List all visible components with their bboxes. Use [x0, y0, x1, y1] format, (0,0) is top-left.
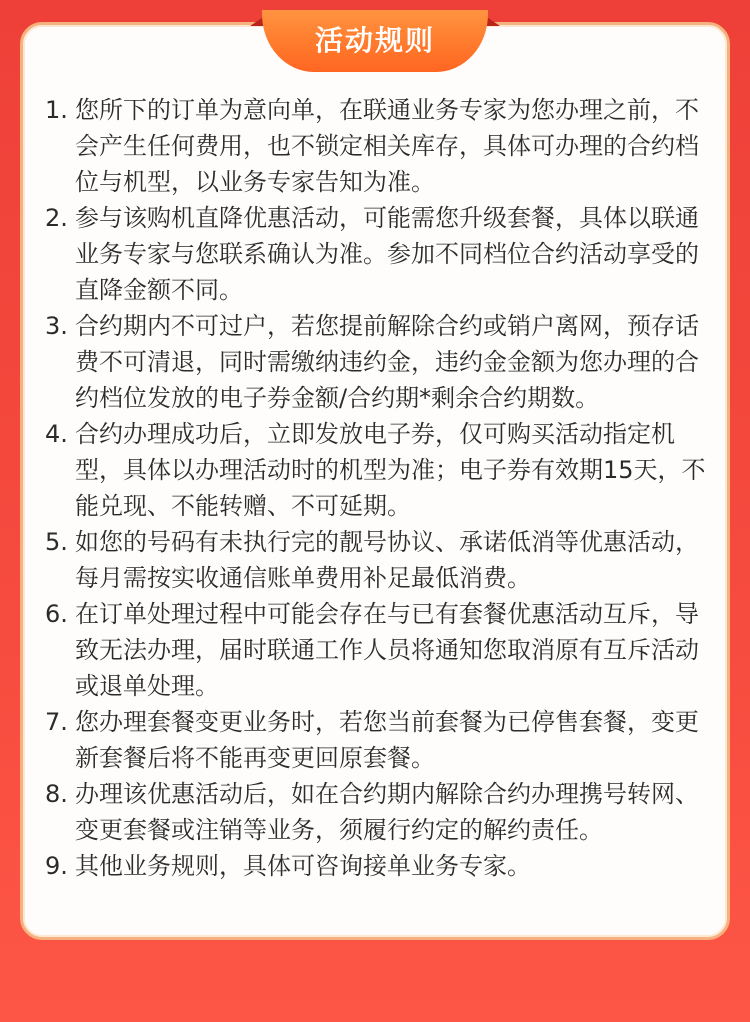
rule-line: 位与机型，以业务专家告知为准。: [75, 168, 435, 196]
rule-number: 1.: [45, 96, 68, 124]
rule-line: 业务专家与您联系确认为准。参加不同档位合约活动享受的: [75, 240, 699, 268]
rule-item-6: [45, 596, 715, 704]
rule-line: 或退单处理。: [75, 672, 219, 700]
rule-item-8: [45, 776, 715, 848]
rule-line: 约档位发放的电子券金额/合约期*剩余合约期数。: [75, 384, 600, 412]
rule-line: 型，具体以办理活动时的机型为准；电子券有效期15天，不: [75, 456, 706, 484]
rule-line: 每月需按实收通信账单费用补足最低消费。: [75, 564, 531, 592]
rule-item-1: [45, 92, 715, 200]
rule-line: 合约办理成功后，立即发放电子券，仅可购买活动指定机: [75, 420, 675, 448]
rule-number: 9.: [45, 852, 68, 880]
rule-line: 您所下的订单为意向单，在联通业务专家为您办理之前，不: [75, 96, 699, 124]
rule-line: 在订单处理过程中可能会存在与已有套餐优惠活动互斥，导: [75, 600, 699, 628]
rules-list: [45, 92, 715, 884]
rule-item-4: [45, 416, 715, 524]
rule-line: 您办理套餐变更业务时，若您当前套餐为已停售套餐，变更: [75, 708, 699, 736]
rule-line: 办理该优惠活动后，如在合约期内解除合约办理携号转网、: [75, 780, 699, 808]
rule-number: 7.: [45, 708, 68, 736]
rule-number: 3.: [45, 312, 68, 340]
title-tab: [262, 10, 488, 72]
rule-number: 4.: [45, 420, 68, 448]
rule-item-9: [45, 848, 715, 884]
rule-item-5: [45, 524, 715, 596]
rule-line: 合约期内不可过户，若您提前解除合约或销户离网，预存话: [75, 312, 699, 340]
rule-number: 8.: [45, 780, 68, 808]
rule-line: 如您的号码有未执行完的靓号协议、承诺低消等优惠活动，: [75, 528, 699, 556]
rule-item-7: [45, 704, 715, 776]
rule-line: 费不可清退，同时需缴纳违约金，违约金金额为您办理的合: [75, 348, 699, 376]
rule-item-2: [45, 200, 715, 308]
rule-number: 2.: [45, 204, 68, 232]
rule-line: 会产生任何费用，也不锁定相关库存，具体可办理的合约档: [75, 132, 699, 160]
page-title: 活动规则: [314, 24, 435, 57]
rule-line: 参与该购机直降优惠活动，可能需您升级套餐，具体以联通: [75, 204, 699, 232]
rule-line: 其他业务规则，具体可咨询接单业务专家。: [75, 852, 531, 880]
rule-line: 能兑现、不能转赠、不可延期。: [75, 492, 411, 520]
rule-line: 新套餐后将不能再变更回原套餐。: [75, 744, 435, 772]
rule-line: 变更套餐或注销等业务，须履行约定的解约责任。: [75, 816, 603, 844]
rule-line: 致无法办理，届时联通工作人员将通知您取消原有互斥活动: [75, 636, 699, 664]
rule-item-3: [45, 308, 715, 416]
rule-number: 5.: [45, 528, 68, 556]
rule-line: 直降金额不同。: [75, 276, 243, 304]
rule-number: 6.: [45, 600, 68, 628]
